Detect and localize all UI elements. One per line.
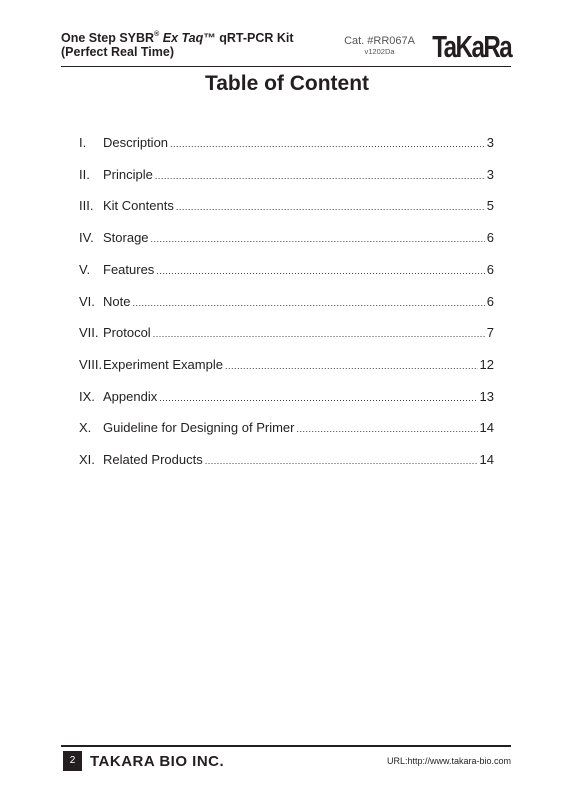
toc-entry[interactable] xyxy=(79,135,494,153)
dot-leader xyxy=(225,361,478,371)
toc-entry[interactable] xyxy=(79,357,494,375)
toc-entry[interactable] xyxy=(79,262,494,280)
toc-number: II. xyxy=(79,166,90,182)
toc-label: Features xyxy=(103,261,155,277)
toc-entry[interactable] xyxy=(79,452,494,470)
toc-label: Storage xyxy=(103,230,149,246)
toc-number: III. xyxy=(79,198,94,214)
toc-label: Kit Contents xyxy=(103,198,174,214)
catalog-block xyxy=(344,35,415,57)
product-line-2: (Perfect Real Time) xyxy=(61,45,175,59)
product-name xyxy=(61,31,294,59)
toc-page-number: 5 xyxy=(486,198,494,214)
dot-leader xyxy=(156,266,484,276)
registered-mark: ® xyxy=(154,31,160,38)
toc-label: Related Products xyxy=(103,452,203,467)
toc-label: Note xyxy=(103,293,131,309)
toc-label: Experiment Example xyxy=(103,356,223,372)
toc-entry[interactable] xyxy=(79,198,494,216)
toc-number: V. xyxy=(79,261,91,277)
toc-number: XI. xyxy=(79,452,95,467)
toc-page-number: 7 xyxy=(486,325,494,341)
toc-page-number: 14 xyxy=(479,452,494,467)
dot-leader xyxy=(170,139,485,149)
dot-leader xyxy=(205,456,478,466)
toc-number: IX. xyxy=(79,388,95,404)
toc-entry[interactable] xyxy=(79,294,494,312)
toc-entry[interactable] xyxy=(79,230,494,248)
toc-entry[interactable] xyxy=(79,167,494,185)
toc-entry[interactable] xyxy=(79,420,494,438)
toc-page-number: 13 xyxy=(479,388,494,404)
toc-page-number: 6 xyxy=(486,261,494,277)
toc-label: Guideline for Designing of Primer xyxy=(103,420,295,436)
product-line-1 xyxy=(61,31,294,45)
dot-leader xyxy=(296,424,477,434)
toc-number: VI. xyxy=(79,293,95,309)
takara-logo: TaKaRa xyxy=(432,29,511,64)
toc-entry[interactable] xyxy=(79,389,494,407)
toc-page-number: 14 xyxy=(479,420,494,436)
header-divider xyxy=(61,66,511,67)
page-number-badge: 2 xyxy=(63,751,82,771)
page-header xyxy=(61,31,511,65)
dot-leader xyxy=(151,234,485,244)
dot-leader xyxy=(176,202,485,212)
toc-entry[interactable] xyxy=(79,325,494,343)
product-name-suffix: ™ qRT-PCR Kit xyxy=(203,31,294,45)
version-code: v1202Da xyxy=(364,47,395,56)
dot-leader xyxy=(132,298,484,308)
toc-page-number: 3 xyxy=(486,135,494,150)
toc-page-number: 3 xyxy=(486,166,494,182)
website-url[interactable]: URL:http://www.takara-bio.com xyxy=(386,756,511,766)
toc-label: Protocol xyxy=(103,325,151,341)
toc-number: IV. xyxy=(79,230,94,246)
toc-page-number: 6 xyxy=(486,230,494,246)
footer-divider xyxy=(61,745,511,747)
toc-number: VII. xyxy=(79,325,99,341)
product-name-italic: Ex Taq xyxy=(162,31,204,45)
toc-label: Principle xyxy=(103,166,153,182)
toc-number: X. xyxy=(79,420,92,436)
dot-leader xyxy=(153,329,485,339)
toc-page-number: 12 xyxy=(479,356,494,372)
dot-leader xyxy=(155,171,485,181)
dot-leader xyxy=(159,393,477,403)
toc-number: I. xyxy=(79,135,87,150)
toc-label: Description xyxy=(103,135,169,150)
catalog-number: Cat. #RR067A xyxy=(344,35,415,47)
toc-page-number: 6 xyxy=(486,293,494,309)
company-name: TAKARA BIO INC. xyxy=(90,753,225,770)
toc-number: VIII. xyxy=(79,356,103,372)
product-name-prefix: One Step SYBR xyxy=(61,31,155,45)
page-title: Table of Content xyxy=(204,72,370,95)
toc-label: Appendix xyxy=(103,388,158,404)
